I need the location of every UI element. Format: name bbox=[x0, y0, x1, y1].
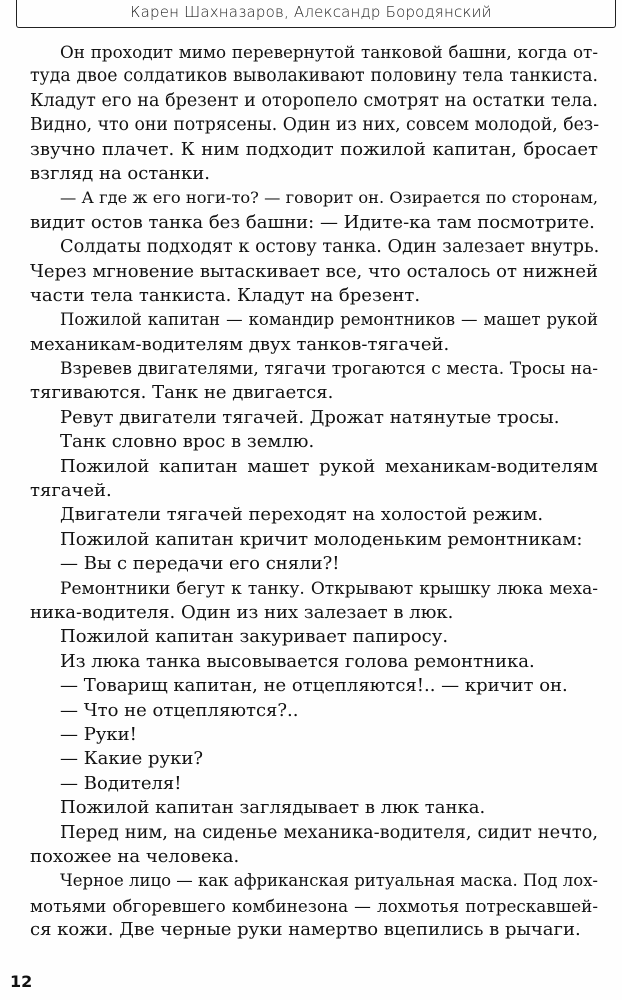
running-head: Карен Шахназаров, Александр Бородянский bbox=[130, 3, 492, 21]
text-line: Солдаты подходят к остову танка. Один залезает внутрь. bbox=[60, 237, 600, 258]
text-line: Видно, что они потрясены. Один из них, совсем молодой, без- bbox=[30, 115, 600, 136]
text-line: Через мгновение вытаскивает все, что осталось от нижней bbox=[30, 260, 598, 282]
text-line: Он проходит мимо перевернутой танковой башни, когда от- bbox=[60, 42, 598, 62]
text-line: — Какие руки? bbox=[60, 748, 204, 770]
text-line: взгляд на останки. bbox=[30, 162, 210, 184]
text-line: — Руки! bbox=[60, 723, 137, 745]
text-line: Взревев двигателями, тягачи трогаются с места. Тросы на- bbox=[60, 359, 598, 380]
text-line: Кладут его на брезент и оторопело смотрят на остатки тела. bbox=[30, 90, 598, 111]
text-line: механикам-водителям двух танков-тягачей. bbox=[30, 333, 450, 355]
text-line: Черное лицо — как африканская ритуальная маска. Под лох- bbox=[60, 871, 599, 891]
text-line: Ревут двигатели тягачей. Дрожат натянутые тросы. bbox=[60, 406, 560, 428]
text-line: Пожилой капитан закуривает папиросу. bbox=[60, 626, 449, 648]
text-line: Двигатели тягачей переходят на холостой режим. bbox=[60, 504, 544, 526]
text-line: Пожилой капитан машет рукой механикам-водителям bbox=[60, 455, 598, 477]
text-line: Перед ним, на сиденье механика-водителя, сидит нечто, bbox=[60, 822, 598, 843]
text-line: ся кожи. Две черные руки намертво вцепились в рычаги. bbox=[30, 919, 581, 941]
body-text bbox=[30, 40, 598, 942]
text-line: — Товарищ капитан, не отцепляются!.. — кричит он. bbox=[60, 675, 568, 697]
text-line: тягиваются. Танк не двигается. bbox=[30, 382, 334, 404]
text-line: мотьями обгоревшего комбинезона — лохмотья потрескавшей- bbox=[30, 895, 598, 916]
text-line: похожее на человека. bbox=[30, 845, 240, 867]
text-line: части тела танкиста. Кладут на брезент. bbox=[30, 284, 421, 306]
text-line: ника-водителя. Один из них залезает в люк. bbox=[30, 601, 454, 623]
text-line: туда двое солдатиков выволакивают половину тела танкиста. bbox=[30, 66, 598, 87]
text-line: — Что не отцепляются?.. bbox=[60, 699, 299, 721]
text-line: видит остов танка без башни: — Идите-ка там посмотрите. bbox=[30, 211, 595, 233]
text-line: Ремонтники бегут к танку. Открывают крышку люка меха- bbox=[60, 578, 598, 599]
text-line: Пожилой капитан — командир ремонтников — машет рукой bbox=[60, 310, 598, 330]
text-line: Танк словно врос в землю. bbox=[60, 431, 315, 453]
text-line: — Вы с передачи его сняли?! bbox=[60, 553, 340, 575]
text-line: Пожилой капитан заглядывает в люк танка. bbox=[60, 797, 486, 819]
text-line: тягачей. bbox=[30, 480, 112, 502]
text-line: звучно плачет. К ним подходит пожилой капитан, бросает bbox=[30, 138, 598, 160]
text-line: — Водителя! bbox=[60, 772, 182, 794]
text-line: Из люка танка высовывается голова ремонтника. bbox=[60, 650, 535, 672]
text-line: — А где ж его ноги-то? — говорит он. Озирается по сторонам, bbox=[60, 188, 598, 208]
text-line: Пожилой капитан кричит молоденьким ремонтникам: bbox=[60, 528, 583, 550]
page-number: 12 bbox=[10, 972, 33, 991]
